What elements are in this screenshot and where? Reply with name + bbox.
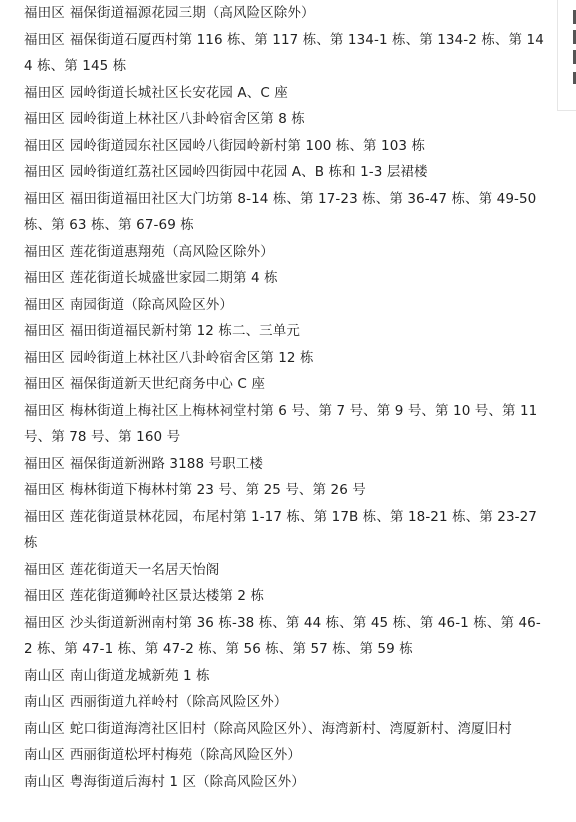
district-name: 福田区 [24,84,65,101]
area-description: 梅林街道下梅林村第 23 号、第 25 号、第 26 号 [69,482,366,498]
area-description: 莲花街道天一名居天怡阁 [69,561,220,578]
district-name: 福田区 [24,349,65,366]
list-item [24,557,544,584]
risk-area-list [24,0,544,795]
area-description: 福田街道福民新村第 12 栋二、三单元 [69,323,300,339]
area-description: 莲花街道景林花园，布尾村第 1-17 栋、第 17B 栋、第 18-21 栋、第 23-27 栋 [24,508,537,551]
district-name: 福田区 [24,190,65,207]
list-item [24,663,544,690]
district-name: 福田区 [24,561,65,578]
district-name: 福田区 [24,402,65,419]
list-item [24,610,544,663]
area-description: 梅林街道上梅社区上梅林祠堂村第 6 号、第 7 号、第 9 号、第 10 号、第 11 号、第 78 号、第 160 号 [24,402,538,445]
area-description: 南山街道龙城新苑 1 栋 [69,667,210,684]
area-description: 福保街道新洲路 3188 号职工楼 [69,455,263,472]
list-item [24,159,544,186]
area-description: 福保街道新天世纪商务中心 C 座 [69,376,265,392]
district-name: 南山区 [24,720,65,737]
list-item [24,716,544,743]
area-description: 园岭街道长城社区长安花园 A、C 座 [69,84,288,101]
list-item [24,292,544,319]
list-item [24,0,544,27]
area-description: 园岭街道上林社区八卦岭宿舍区第 12 栋 [69,349,314,366]
list-item [24,504,544,557]
district-name: 福田区 [24,243,65,260]
area-description: 福保街道福源花园三期（高风险区除外） [69,5,315,21]
district-name: 福田区 [24,614,65,631]
list-item [24,318,544,345]
area-description: 沙头街道新洲南村第 36 栋-38 栋、第 44 栋、第 45 栋、第 46-1 栋、第 46-2 栋、第 47-1 栋、第 47-2 栋、第 56 栋、第 57 栋、第 59 栋 [24,614,541,657]
district-name: 福田区 [24,164,65,180]
list-item [24,742,544,769]
district-name: 福田区 [24,31,65,48]
district-name: 福田区 [24,508,65,525]
list-item [24,27,544,80]
list-item [24,398,544,451]
district-name: 南山区 [24,667,65,684]
area-description: 蛇口街道海湾社区旧村（除高风险区外）、海湾新村、湾厦新村、湾厦旧村 [69,720,512,737]
area-description: 园岭街道上林社区八卦岭宿舍区第 8 栋 [69,111,305,127]
district-name: 福田区 [24,455,65,472]
list-item [24,477,544,504]
list-item [24,80,544,107]
area-description: 福保街道石厦西村第 116 栋、第 117 栋、第 134-1 栋、第 134-2 栋、第 144 栋、第 145 栋 [24,31,544,74]
list-item [24,769,544,796]
list-item [24,371,544,398]
area-description: 莲花街道长城盛世家园二期第 4 栋 [69,270,278,286]
district-name: 福田区 [24,588,65,604]
list-item [24,265,544,292]
district-name: 福田区 [24,111,65,127]
list-item [24,689,544,716]
area-description: 莲花街道狮岭社区景达楼第 2 栋 [69,588,265,604]
area-description: 园岭街道园东社区园岭八街园岭新村第 100 栋、第 103 栋 [69,137,426,154]
district-name: 福田区 [24,137,65,154]
list-item [24,106,544,133]
list-item [24,583,544,610]
district-name: 福田区 [24,296,65,313]
area-description: 福田街道福田社区大门坊第 8-14 栋、第 17-23 栋、第 36-47 栋、第 49-50 栋、第 63 栋、第 67-69 栋 [24,190,537,233]
area-description: 园岭街道红荔社区园岭四街园中花园 A、B 栋和 1-3 层裙楼 [69,164,428,180]
district-name: 南山区 [24,694,65,710]
area-description: 南园街道（除高风险区外） [69,296,234,313]
district-name: 福田区 [24,482,65,498]
district-name: 福田区 [24,376,65,392]
list-item [24,186,544,239]
district-name: 南山区 [24,747,65,763]
list-item [24,451,544,478]
list-item [24,345,544,372]
area-description: 西丽街道松坪村梅苑（除高风险区外） [69,747,302,763]
district-name: 南山区 [24,773,65,790]
area-description: 西丽街道九祥岭村（除高风险区外） [69,694,288,710]
area-description: 粤海街道后海村 1 区（除高风险区外） [69,773,305,790]
district-name: 福田区 [24,270,65,286]
list-item [24,239,544,266]
district-name: 福田区 [24,5,65,21]
list-item [24,133,544,160]
area-description: 莲花街道惠翔苑（高风险区除外） [69,243,274,260]
district-name: 福田区 [24,323,65,339]
